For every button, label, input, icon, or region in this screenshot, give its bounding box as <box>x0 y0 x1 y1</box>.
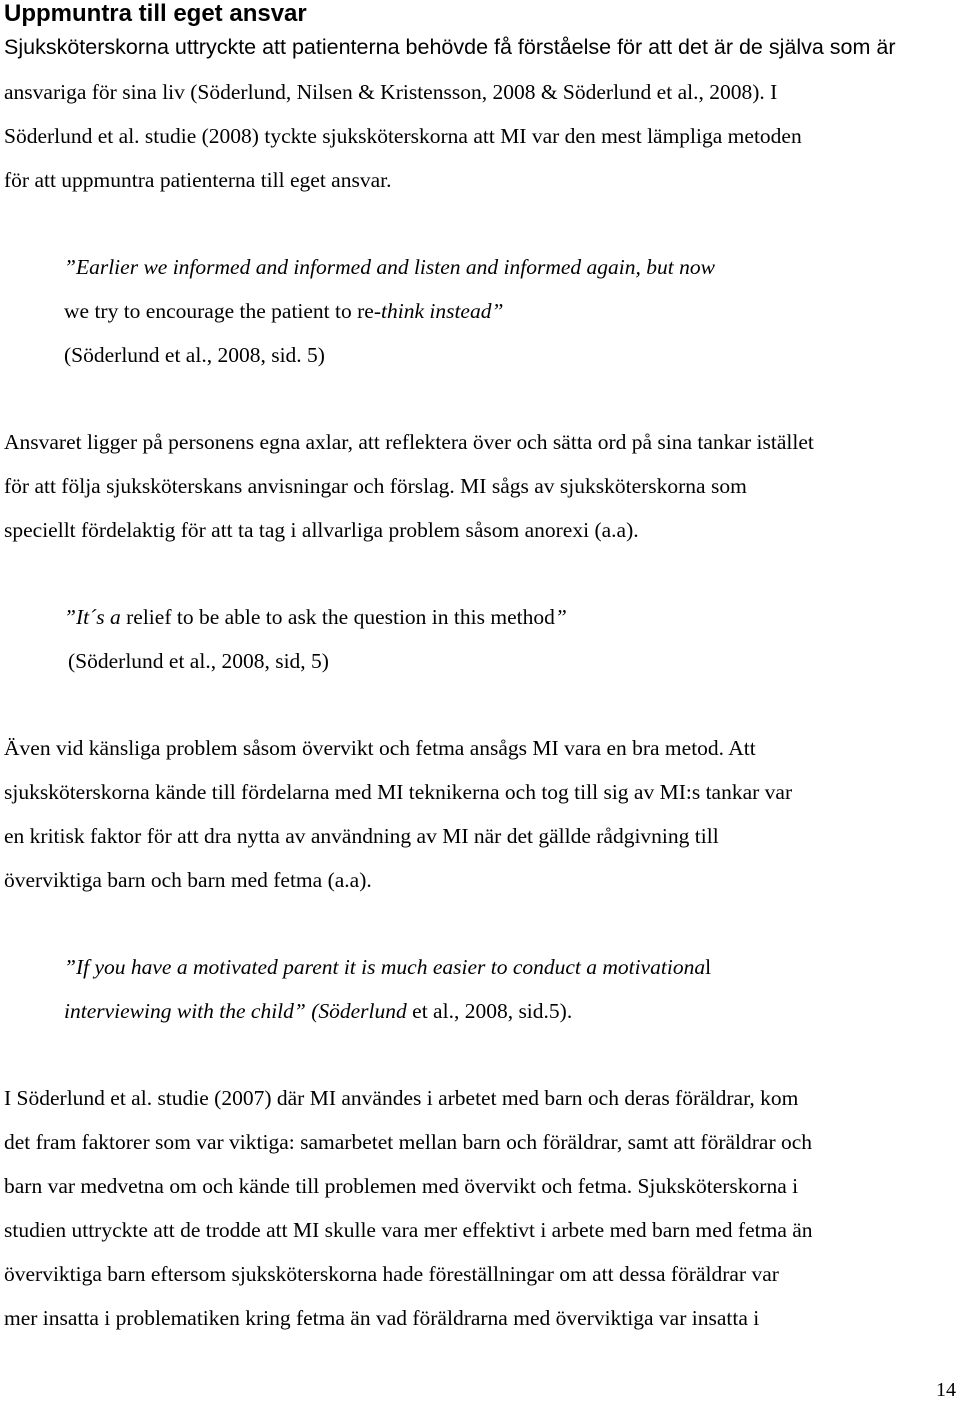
quote-3-line-2-italic: interviewing with the child” (Söderlund <box>64 999 407 1023</box>
quote-3-line-1-plain: l <box>705 955 712 979</box>
quote-1-line-2 <box>64 297 503 325</box>
quote-2-plain: relief to be able to ask the question in this method <box>120 605 555 629</box>
quote-3-line-2-plain: et al., 2008, sid.5). <box>406 999 573 1023</box>
paragraph-3-line-4: överviktiga barn och barn med fetma (a.a). <box>4 868 372 892</box>
quote-1-line-2-plain: we try to encourage the patient to re- <box>64 299 381 323</box>
quote-3-line-1 <box>64 953 711 981</box>
quote-2-citation: (Söderlund et al., 2008, sid, 5) <box>68 649 329 673</box>
quote-3-line-2 <box>64 997 572 1025</box>
quote-2-italic-end: ” <box>554 605 567 629</box>
quote-1-line-1: ”Earlier we informed and informed and listen and informed again, but now <box>64 255 715 279</box>
quote-2-line-1 <box>64 603 567 631</box>
page-number: 14 <box>936 1379 956 1401</box>
paragraph-1-line-4: för att uppmuntra patienterna till eget ansvar. <box>4 168 392 192</box>
quote-1-line-2-italic: think instead” <box>381 299 504 323</box>
quote-3-line-1-italic: ”If you have a motivated parent it is much easier to conduct a motivationa <box>64 955 706 979</box>
paragraph-3-line-3: en kritisk faktor för att dra nytta av användning av MI när det gällde rådgivning till <box>4 824 719 848</box>
paragraph-2-line-1: Ansvaret ligger på personens egna axlar, att reflektera över och sätta ord på sina tankar istället <box>4 430 814 454</box>
quote-2-italic-start: ”It´s a <box>64 605 121 629</box>
paragraph-3-line-1: Även vid känsliga problem såsom övervikt och fetma ansågs MI vara en bra metod. Att <box>4 736 756 760</box>
paragraph-3-line-2: sjuksköterskorna kände till fördelarna med MI teknikerna och tog till sig av MI:s tankar var <box>4 780 793 804</box>
section-heading: Uppmuntra till eget ansvar <box>4 0 307 27</box>
paragraph-4-line-1: I Söderlund et al. studie (2007) där MI användes i arbetet med barn och deras föräldrar, kom <box>4 1086 799 1110</box>
paragraph-4-line-6: mer insatta i problematiken kring fetma än vad föräldrarna med överviktiga var insatta i <box>4 1306 760 1330</box>
quote-1-citation: (Söderlund et al., 2008, sid. 5) <box>64 343 325 367</box>
paragraph-4-line-2: det fram faktorer som var viktiga: samarbetet mellan barn och föräldrar, samt att föräldrar och <box>4 1130 813 1154</box>
paragraph-1-line-3: Söderlund et al. studie (2008) tyckte sjuksköterskorna att MI var den mest lämpliga metoden <box>4 124 802 148</box>
paragraph-4-line-3: barn var medvetna om och kände till problemen med övervikt och fetma. Sjuksköterskorna i <box>4 1174 799 1198</box>
paragraph-2-line-2: för att följa sjuksköterskans anvisningar och förslag. MI sågs av sjuksköterskorna som <box>4 474 747 498</box>
paragraph-4-line-5: överviktiga barn eftersom sjuksköterskorna hade föreställningar om att dessa föräldrar var <box>4 1262 779 1286</box>
paragraph-1-line-1: Sjuksköterskorna uttryckte att patienterna behövde få förståelse för att det är de själva som är <box>4 35 896 59</box>
paragraph-4-line-4: studien uttryckte att de trodde att MI skulle vara mer effektivt i arbete med barn med fetma än <box>4 1218 813 1242</box>
paragraph-1-line-2: ansvariga för sina liv (Söderlund, Nilsen & Kristensson, 2008 & Söderlund et al., 2008). I <box>4 80 778 104</box>
paragraph-2-line-3: speciellt fördelaktig för att ta tag i allvarliga problem såsom anorexi (a.a). <box>4 518 639 542</box>
